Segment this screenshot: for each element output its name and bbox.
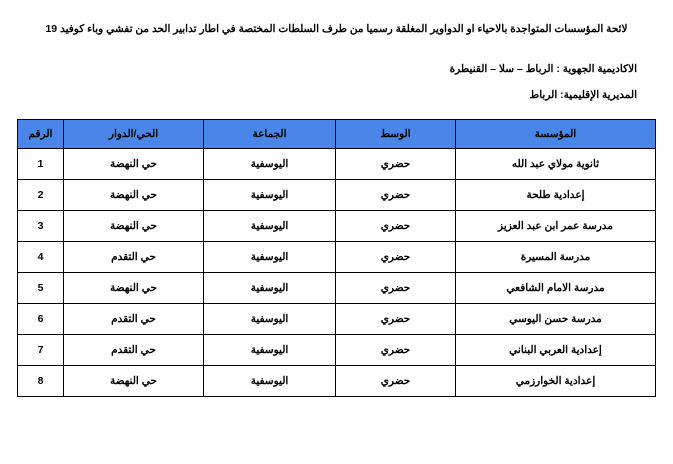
cell-commune: اليوسفية — [204, 210, 336, 241]
cell-district: حي التقدم — [64, 334, 204, 365]
cell-number: 8 — [18, 365, 64, 396]
cell-commune: اليوسفية — [204, 303, 336, 334]
table-row — [18, 272, 656, 303]
cell-commune: اليوسفية — [204, 272, 336, 303]
cell-number: 5 — [18, 272, 64, 303]
cell-milieu: حضري — [336, 210, 456, 241]
table-body — [18, 148, 656, 396]
table-row — [18, 148, 656, 179]
cell-district: حي التقدم — [64, 241, 204, 272]
cell-number: 3 — [18, 210, 64, 241]
table-row — [18, 365, 656, 396]
cell-milieu: حضري — [336, 334, 456, 365]
cell-district: حي النهضة — [64, 179, 204, 210]
cell-milieu: حضري — [336, 148, 456, 179]
column-header-district: الحي/الدوار — [64, 119, 204, 148]
cell-institution: إعدادية الخوارزمي — [456, 365, 656, 396]
cell-number: 7 — [18, 334, 64, 365]
cell-district: حي النهضة — [64, 148, 204, 179]
cell-institution: ثانوية مولاي عبد الله — [456, 148, 656, 179]
column-header-milieu: الوسط — [336, 119, 456, 148]
cell-commune: اليوسفية — [204, 334, 336, 365]
table-row — [18, 179, 656, 210]
cell-milieu: حضري — [336, 272, 456, 303]
provincial-direction-line: المديرية الإقليمية: الرباط — [529, 88, 637, 101]
table-row — [18, 303, 656, 334]
cell-institution: مدرسة الامام الشافعي — [456, 272, 656, 303]
cell-number: 4 — [18, 241, 64, 272]
cell-number: 6 — [18, 303, 64, 334]
cell-institution: إعدادية طلحة — [456, 179, 656, 210]
table-row — [18, 334, 656, 365]
cell-institution: مدرسة حسن اليوسي — [456, 303, 656, 334]
cell-commune: اليوسفية — [204, 179, 336, 210]
column-header-institution: المؤسسة — [456, 119, 656, 148]
document-title: لائحة المؤسسات المتواجدة بالاحياء او الدواوير المغلقة رسميا من طرف السلطات المختصة في اطار تدابير الحد من تفشي وباء كوفيد 19 — [45, 23, 628, 35]
cell-institution: إعدادية العربي البناني — [456, 334, 656, 365]
document-meta — [16, 63, 637, 101]
cell-district: حي النهضة — [64, 210, 204, 241]
cell-district: حي النهضة — [64, 272, 204, 303]
cell-milieu: حضري — [336, 365, 456, 396]
cell-commune: اليوسفية — [204, 241, 336, 272]
cell-institution: مدرسة عمر ابن عبد العزيز — [456, 210, 656, 241]
cell-milieu: حضري — [336, 303, 456, 334]
cell-institution: مدرسة المسيرة — [456, 241, 656, 272]
cell-milieu: حضري — [336, 179, 456, 210]
cell-commune: اليوسفية — [204, 148, 336, 179]
cell-commune: اليوسفية — [204, 365, 336, 396]
column-header-commune: الجماعة — [204, 119, 336, 148]
table-row — [18, 210, 656, 241]
table-header-row — [18, 119, 656, 148]
column-header-number: الرقم — [18, 119, 64, 148]
cell-district: حي التقدم — [64, 303, 204, 334]
cell-milieu: حضري — [336, 241, 456, 272]
cell-number: 2 — [18, 179, 64, 210]
cell-district: حي النهضة — [64, 365, 204, 396]
academy-line: الاكاديمية الجهوية : الرباط – سلا – القنيطرة — [449, 62, 637, 75]
institutions-table — [17, 119, 656, 397]
document-page — [0, 22, 673, 464]
cell-number: 1 — [18, 148, 64, 179]
table-row — [18, 241, 656, 272]
